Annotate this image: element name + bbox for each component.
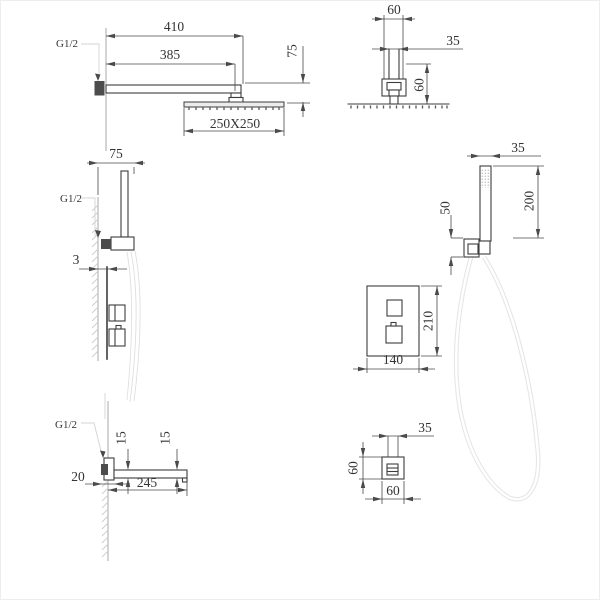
dim-label-410: 410 [163, 19, 185, 34]
dim-35-handle [467, 140, 541, 158]
shower-hose-loop [456, 257, 538, 499]
arrowhead [301, 74, 305, 83]
wall-union-fitting [101, 239, 111, 249]
arrowhead [275, 129, 284, 133]
arrowhead [89, 161, 98, 165]
leader-arrowhead [95, 230, 101, 238]
dim-label-210-panel: 210 [420, 310, 436, 332]
dim-15-tip [158, 431, 180, 494]
arrowhead [178, 488, 187, 492]
dim-60-spout-height [346, 442, 383, 494]
spout-outlet-lip [183, 478, 188, 482]
arrowhead [536, 229, 540, 238]
dim-50-holder [438, 201, 464, 275]
dim-label-75-bracket: 75 [109, 146, 123, 161]
arrowhead [126, 478, 130, 487]
thread-leader-line [81, 423, 102, 455]
arrowhead [361, 448, 365, 457]
arrowhead [375, 17, 384, 21]
arrowhead [449, 229, 453, 238]
wall-union-fitting [101, 464, 108, 475]
hand-shower-side-view [60, 146, 145, 419]
wall-bracket [111, 237, 134, 250]
dim-label-35-handle: 35 [511, 140, 525, 155]
arrowhead [358, 367, 367, 371]
dim-label-50-holder: 50 [437, 201, 453, 215]
panel-knob-lower [386, 326, 402, 343]
arrowhead [175, 461, 179, 470]
dim-label-35-spout: 35 [418, 420, 432, 435]
shower-set-dimension-drawing [1, 1, 600, 600]
dim-3-gap [73, 252, 127, 271]
arrowhead [93, 482, 102, 486]
arrowhead [419, 367, 428, 371]
dim-label-60-spout-width: 60 [386, 483, 400, 498]
nozzle-ticks [351, 106, 447, 109]
arrowhead [114, 482, 123, 486]
dim-250x250 [184, 108, 284, 136]
arrowhead [361, 479, 365, 488]
leader-arrowhead [95, 74, 101, 82]
holder-inner [468, 244, 478, 254]
wall-union-fitting [95, 81, 105, 96]
joint-upper [387, 83, 401, 91]
arrowhead [425, 64, 429, 73]
dim-label-15-wall: 15 [113, 431, 129, 445]
spout-opening [387, 464, 398, 475]
arrowhead [435, 286, 439, 295]
knob-tab [391, 323, 396, 327]
arrowhead [106, 34, 115, 38]
dim-385 [106, 47, 235, 91]
dim-label-3-gap: 3 [72, 252, 80, 267]
arrowhead [536, 166, 540, 175]
spray-face [482, 169, 490, 188]
dim-75-bracket [87, 146, 145, 195]
arrowhead [226, 62, 235, 66]
dim-35-spout [372, 420, 434, 438]
wall-hatching [102, 481, 108, 557]
arrowhead [449, 257, 453, 266]
arrowhead [399, 47, 408, 51]
arrowhead [175, 478, 179, 487]
arrowhead [108, 488, 117, 492]
head-connector-upper [231, 93, 241, 98]
dim-210-panel [421, 286, 443, 356]
dim-140-panel [353, 352, 435, 373]
arrowhead [380, 47, 389, 51]
arrowhead [435, 347, 439, 356]
mixer-panel [367, 286, 419, 356]
dim-label-385: 385 [159, 47, 181, 62]
spout-front-view [346, 420, 435, 504]
knob-body [109, 329, 125, 346]
arrowhead [126, 461, 130, 470]
dim-60-escutcheon [372, 2, 415, 21]
arrowhead [379, 434, 388, 438]
shower-arm [106, 85, 241, 93]
arrowhead [134, 161, 143, 165]
dim-label-245-spout: 245 [136, 475, 158, 490]
rain-shower-side-view [56, 19, 310, 151]
dim-label-15-tip: 15 [157, 431, 173, 445]
hand-shower-front-view [438, 140, 545, 499]
arrowhead [108, 267, 117, 271]
dim-200-handle [493, 166, 544, 238]
rain-shower-front-view [348, 2, 463, 109]
arrowhead [404, 497, 413, 501]
arrowhead [398, 434, 407, 438]
dim-35-arm [372, 33, 463, 51]
panel-knob-upper [387, 300, 402, 316]
dim-label-200-handle: 200 [521, 190, 537, 212]
dim-label-20-flange: 20 [71, 469, 85, 484]
arrowhead [403, 17, 412, 21]
head-stem [390, 96, 398, 104]
knob-tab [116, 326, 121, 330]
arrowhead [491, 154, 500, 158]
dim-60-spout-width [365, 481, 421, 504]
arrowhead [106, 62, 115, 66]
arrowhead [425, 95, 429, 104]
handle-cuff [479, 241, 490, 254]
joint-lower [389, 90, 399, 96]
arrowhead [184, 129, 193, 133]
arrowhead [234, 34, 243, 38]
arrowhead [471, 154, 480, 158]
dim-label-35-arm: 35 [446, 33, 460, 48]
dim-label-140-panel: 140 [382, 352, 404, 367]
thread-label-g12-spout: G1/2 [55, 419, 77, 431]
dim-label-250x250: 250X250 [209, 116, 261, 131]
dim-60-height [406, 64, 431, 104]
arrowhead [373, 497, 382, 501]
thread-label-g12-hand: G1/2 [60, 193, 82, 205]
spout-side-view [55, 401, 187, 561]
hose-side-line [130, 252, 136, 402]
dim-label-60-escutcheon: 60 [387, 2, 401, 17]
knob-body [109, 305, 125, 321]
dim-label-60-spout-height: 60 [345, 461, 361, 475]
hand-shower-handle-side [121, 171, 128, 237]
knob-side-upper [109, 305, 125, 321]
shower-head-plate [184, 102, 284, 107]
mixer-panel-front-view [353, 286, 442, 373]
thread-label-g12-rain: G1/2 [56, 38, 78, 50]
hose-side-line [134, 251, 140, 401]
dim-label-60-height: 60 [411, 78, 427, 92]
dim-label-75-drop: 75 [284, 44, 300, 58]
knob-side-lower [109, 326, 125, 347]
leader-arrowhead [100, 451, 106, 459]
hose-side-line [127, 252, 132, 400]
